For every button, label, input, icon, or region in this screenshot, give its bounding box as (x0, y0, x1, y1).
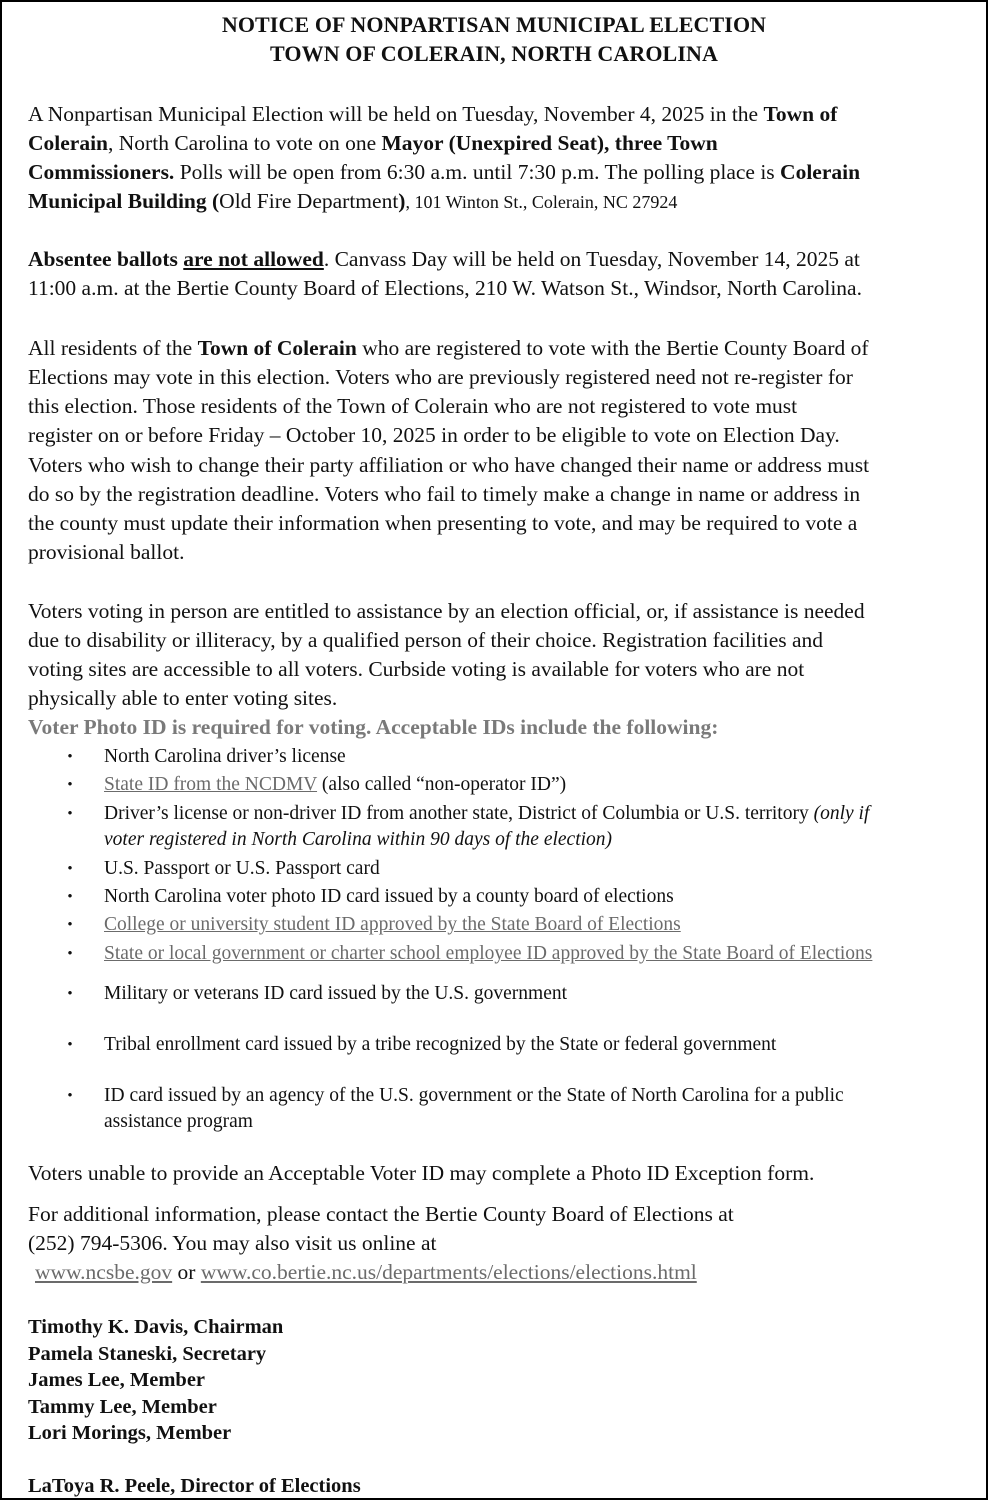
para3-line2: Elections may vote in this election. Voters who are previously registered need not re-register for (28, 365, 853, 389)
bullet-icon: • (67, 986, 73, 1002)
para3-line4: register on or before Friday – October 10, 2025 in order to be eligible to vote on Election Day. (28, 423, 840, 447)
id-heading: Voter Photo ID is required for voting. Acceptable IDs include the following: (28, 715, 719, 739)
para4-line3: voting sites are accessible to all voters. Curbside voting is available for voters who are not (28, 657, 805, 681)
text-bold: Commissioners. (28, 160, 175, 184)
list-item-text: assistance program (104, 1111, 253, 1132)
text: All residents of the (28, 336, 198, 360)
bullet-icon: • (67, 889, 73, 905)
exception-note: Voters unable to provide an Acceptable Voter ID may complete a Photo ID Exception form. (28, 1161, 815, 1185)
para3-line3: this election. Those residents of the Town of Colerain who are not registered to vote must (28, 394, 798, 418)
text: , North Carolina to vote on one (108, 131, 382, 155)
signatory-chairman: Timothy K. Davis, Chairman (28, 1316, 284, 1338)
signatory-member: James Lee, Member (28, 1369, 206, 1391)
para4-line4: physically able to enter voting sites. (28, 686, 338, 710)
para3-line1 (28, 334, 869, 363)
bertie-elections-link[interactable]: www.co.bertie.nc.us/departments/elections/elections.html (200, 1260, 697, 1284)
list-item-text: Driver’s license or non-driver ID from another state, District of Columbia or U.S. territory (104, 803, 814, 824)
list-item-text: U.S. Passport or U.S. Passport card (104, 858, 380, 879)
bullet-icon: • (67, 917, 73, 933)
text-bold: ) (398, 189, 406, 213)
bullet-icon: • (67, 861, 73, 877)
text-bold: Mayor (Unexpired Seat), three Town (381, 131, 718, 155)
list-item-text: Tribal enrollment card issued by a tribe recognized by the State or federal government (104, 1034, 777, 1055)
ncdmv-state-id-link[interactable]: State ID from the NCDMV (104, 774, 318, 795)
para3-line7: the county must update their information when presenting to vote, and may be required to vote a (28, 511, 858, 535)
signatory-member: Tammy Lee, Member (28, 1396, 217, 1418)
text: A Nonpartisan Municipal Election will be held on Tuesday, November 4, 2025 in the (28, 102, 764, 126)
notice-title-line2: TOWN OF COLERAIN, NORTH CAROLINA (270, 41, 718, 66)
bullet-icon: • (67, 1088, 73, 1104)
bullet-icon: • (67, 806, 73, 822)
para1-line4 (28, 187, 677, 217)
notice-title-line1: NOTICE OF NONPARTISAN MUNICIPAL ELECTION (221, 12, 767, 37)
bullet-icon: • (67, 777, 73, 793)
list-item-text: ID card issued by an agency of the U.S. government or the State of North Carolina for a public (104, 1085, 844, 1106)
list-item-text-italic: voter registered in North Carolina within 90 days of the election) (104, 829, 613, 850)
text: or (172, 1260, 201, 1284)
list-item-text: North Carolina driver’s license (104, 746, 346, 767)
list-item-text: (also called “non-operator ID”) (317, 774, 567, 795)
contact-links (35, 1258, 697, 1287)
text-bold: Absentee ballots (28, 247, 184, 271)
contact-line2: (252) 794-5306. You may also visit us online at (28, 1231, 437, 1255)
list-item-text: North Carolina voter photo ID card issued by a county board of elections (104, 886, 674, 907)
para3-line8: provisional ballot. (28, 540, 185, 564)
para2-line2: 11:00 a.m. at the Bertie County Board of Elections, 210 W. Watson St., Windsor, North Carolina. (28, 276, 862, 300)
bullet-icon: • (67, 946, 73, 962)
bullet-icon: • (67, 1037, 73, 1053)
text: Old Fire Department (219, 189, 399, 213)
contact-line1: For additional information, please contact the Bertie County Board of Elections at (28, 1202, 734, 1226)
address-text: , 101 Winton St., Colerain, NC 27924 (405, 192, 678, 212)
para1-line3 (28, 158, 860, 187)
text: . Canvass Day will be held on Tuesday, November 14, 2025 at (323, 247, 860, 271)
student-id-link[interactable]: College or university student ID approved by the State Board of Elections (104, 914, 681, 935)
director-of-elections: LaToya R. Peele, Director of Elections (28, 1475, 361, 1497)
para3-line5: Voters who wish to change their party affiliation or who have changed their name or address must (28, 453, 870, 477)
para2-line1 (28, 245, 860, 274)
bullet-icon: • (67, 749, 73, 765)
para3-line6: do so by the registration deadline. Voters who fail to timely make a change in name or address in (28, 482, 861, 506)
list-item-text: Military or veterans ID card issued by the U.S. government (104, 983, 568, 1004)
signatory-secretary: Pamela Staneski, Secretary (28, 1343, 267, 1365)
list-item-text-italic: (only if (813, 803, 870, 824)
text-bold-underlined: are not allowed (183, 247, 324, 271)
para1-line1 (28, 100, 837, 129)
ncsbe-link[interactable]: www.ncsbe.gov (35, 1260, 173, 1284)
text-bold: Colerain (780, 160, 861, 184)
text: Polls will be open from 6:30 a.m. until 7:30 p.m. The polling place is (174, 160, 781, 184)
para4-line2: due to disability or illiteracy, by a qualified person of their choice. Registration facilities and (28, 628, 824, 652)
para1-line2 (28, 129, 718, 158)
text-bold: Municipal Building ( (28, 189, 220, 213)
text-bold: Colerain (28, 131, 109, 155)
employee-id-link[interactable]: State or local government or charter school employee ID approved by the State Board of Elections (104, 943, 873, 964)
signatory-member: Lori Morings, Member (28, 1422, 232, 1444)
text-bold: Town of (763, 102, 838, 126)
text: who are registered to vote with the Bertie County Board of (356, 336, 869, 360)
para4-line1: Voters voting in person are entitled to assistance by an election official, or, if assistance is needed (28, 599, 865, 623)
text-bold: Town of Colerain (197, 336, 357, 360)
